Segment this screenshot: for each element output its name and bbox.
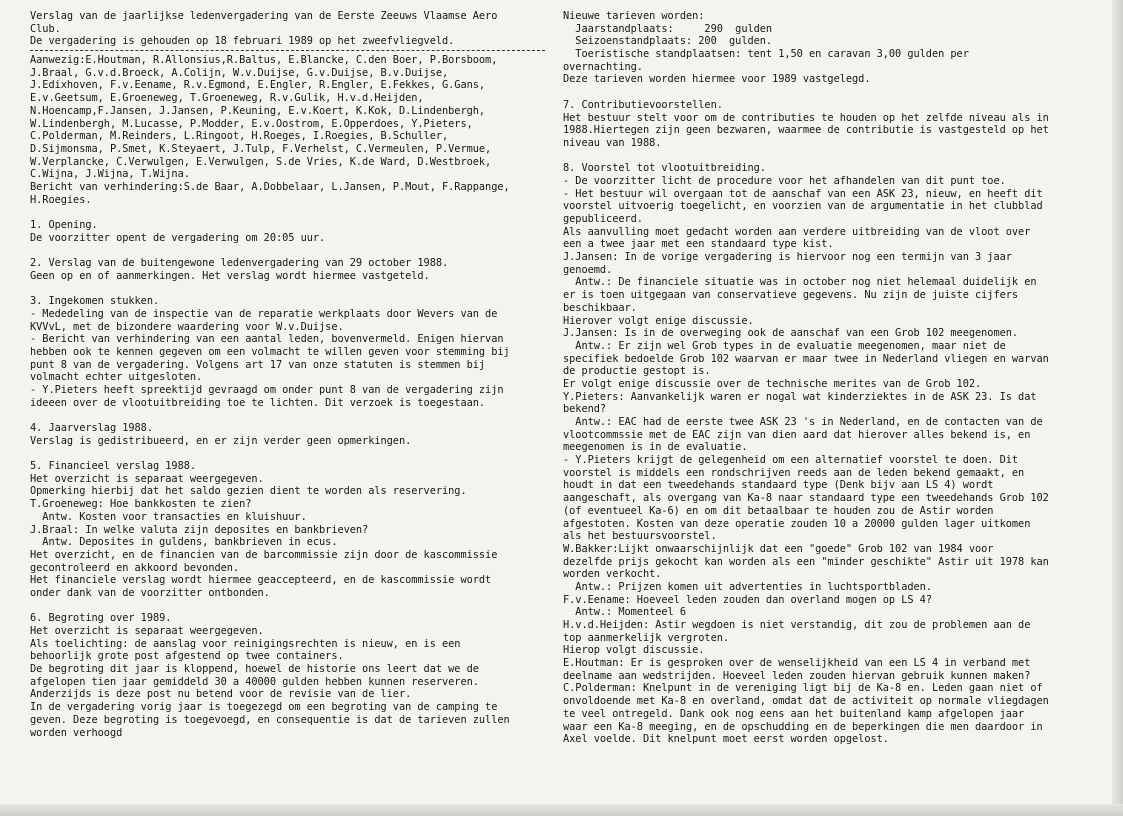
text-line: te veel ontregeld. Dank ook nog eens aan het buitenland kamp afgelopen jaar xyxy=(563,707,1025,720)
text-line: 1988.Hiertegen zijn geen bezwaren, waarmee de contributie is vastgesteld op het xyxy=(563,124,1049,137)
page-edge xyxy=(1112,0,1123,816)
text-line: H.Roegies. xyxy=(30,193,92,206)
text-line: J.Edixhoven, F.v.Eename, R.v.Egmond, E.Engler, R.Engler, E.Fekkes, G.Gans, xyxy=(30,79,486,92)
text-line: 6. Begroting over 1989. xyxy=(30,612,172,625)
text-line: Seizoenstandplaats: 200 gulden. xyxy=(563,35,773,48)
text-line: worden verkocht. xyxy=(563,568,662,581)
text-line: aangeschaft, als overgang van Ka-8 naar standaard type een tweedehands Grob 102 xyxy=(563,492,1049,505)
text-line: J.Jansen: In de vorige vergadering is hiervoor nog een termijn van 3 jaar xyxy=(563,251,1012,264)
text-line: houdt in dat een tweedehands standaard type (Denk bijv aan LS 4) wordt xyxy=(563,479,994,492)
text-line: N.Hoencamp,F.Jansen, J.Jansen, P.Keuning, E.v.Koert, K.Kok, D.Lindenbergh, xyxy=(30,104,486,117)
text-line: J.Jansen: Is in de overweging ook de aanschaf van een Grob 102 meegenomen. xyxy=(563,327,1019,340)
text-line: E.Houtman: Er is gesproken over de wenselijkheid van een LS 4 in verband met xyxy=(563,657,1031,670)
text-line: gecontroleerd en akkoord bevonden. xyxy=(30,561,240,574)
blank-line xyxy=(30,282,555,295)
text-line: vlootcommssie met de EAC zijn van dien aard dat hierover alles bekend is, en xyxy=(563,428,1031,441)
text-line: worden verhoogd xyxy=(30,726,123,739)
text-line: Antw. Kosten voor transacties en kluishuur. xyxy=(30,510,307,523)
text-line: Bericht van verhindering:S.de Baar, A.Dobbelaar, L.Jansen, P.Mout, F.Rappange, xyxy=(30,180,510,193)
text-line: Y.Pieters: Aanvankelijk waren er nogal wat kinderziektes in de ASK 23. Is dat xyxy=(563,390,1037,403)
text-line: Nieuwe tarieven worden: xyxy=(563,10,705,22)
text-line: Verslag van de jaarlijkse ledenvergadering van de Eerste Zeeuws Vlaamse Aero xyxy=(30,10,498,22)
text-line: ideeen over de vlootuitbreiding toe te lichten. Dit verzoek is toegestaan. xyxy=(30,396,486,409)
text-line: J.Braal, G.v.d.Broeck, A.Colijn, W.v.Duijse, G.v.Duijse, B.v.Duijse, xyxy=(30,66,449,79)
text-line: dezelfde prijs gekocht kan worden als een "minder geschikte" Astir uit 1978 kan xyxy=(563,555,1049,568)
text-line: 1. Opening. xyxy=(30,219,98,231)
text-line: 3. Ingekomen stukken. xyxy=(30,295,160,308)
text-line: D.Sijmonsma, P.Smet, K.Steyaert, J.Tulp, F.Verhelst, C.Vermeulen, P.Vermue, xyxy=(30,142,492,155)
text-line: C.Polderman: Knelpunt in de vereniging ligt bij de Ka-8 en. Leden gaan niet of xyxy=(563,682,1043,695)
text-line: onder dank van de voorzitter ontbonden. xyxy=(30,586,270,599)
text-line: W.Lindenbergh, M.Lucasse, P.Modder, E.v.Oostrom, E.Opperdoes, Y.Pieters, xyxy=(30,117,473,130)
text-line: Jaarstandplaats: 290 gulden xyxy=(563,22,773,35)
page-bottom-edge xyxy=(0,804,1123,816)
text-line: Toeristische standplaatsen: tent 1,50 en caravan 3,00 gulden per xyxy=(563,48,969,61)
text-line: De voorzitter opent de vergadering om 20:05 uur. xyxy=(30,231,326,244)
text-line: Hierop volgt discussie. xyxy=(563,644,705,657)
text-line: 8. Voorstel tot vlootuitbreiding. xyxy=(563,162,766,175)
text-line: 4. Jaarverslag 1988. xyxy=(30,422,153,434)
text-line: Het bestuur stelt voor om de contributies te houden op het zelfde niveau als in xyxy=(563,111,1049,124)
text-line: Deze tarieven worden hiermee voor 1989 vastgelegd. xyxy=(563,73,871,86)
text-line: Het overzicht is separaat weergegeven. xyxy=(30,472,264,485)
text-line: Als aanvulling moet gedacht worden aan verdere uitbreiding van de vloot over xyxy=(563,225,1031,238)
text-line: T.Groeneweg: Hoe bankkosten te zien? xyxy=(30,498,252,511)
text-line: W.Verplancke, C.Verwulgen, E.Verwulgen, S.de Vries, K.de Ward, D.Westbroek, xyxy=(30,155,492,168)
text-line: Geen op en of aanmerkingen. Het verslag wordt hiermee vastgeteld. xyxy=(30,269,430,282)
text-line: Anderzijds is deze post nu betend voor de revisie van de lier. xyxy=(30,688,412,701)
text-line: afgelopen tien jaar gemiddeld 30 a 40000 gulden hebben kunnen reserveren. xyxy=(30,675,479,688)
text-line: De vergadering is gehouden op 18 februari 1989 op het zweefvliegveld. xyxy=(30,35,455,48)
text-line: - Bericht van verhindering van een aantal leden, bovenvermeld. Enigen hiervan xyxy=(30,333,504,346)
left-column xyxy=(30,10,555,739)
text-line: In de vergadering vorig jaar is toegezegd om een begroting van de camping te xyxy=(30,701,498,714)
text-line: KVVvL, met de bizondere waardering voor W.v.Duijse. xyxy=(30,320,344,333)
text-line: F.v.Eename: Hoeveel leden zouden dan overland mogen op LS 4? xyxy=(563,593,932,606)
text-line: Axel voelde. Dit knelpunt moet eerst worden opgelost. xyxy=(563,733,889,746)
text-line: Hierover volgt enige discussie. xyxy=(563,314,754,327)
text-line: De begroting dit jaar is kloppend, hoewel de historie ons leert dat we de xyxy=(30,663,479,676)
text-line: een a twee jaar met een standaard type kist. xyxy=(563,238,834,251)
text-line: Antw.: EAC had de eerste twee ASK 23 's in Nederland, en de contacten van de xyxy=(563,416,1043,428)
text-line: 5. Financieel verslag 1988. xyxy=(30,460,197,473)
text-line: beschikbaar. xyxy=(563,301,637,314)
text-line: meegenomen is in de evaluatie. xyxy=(563,441,748,454)
text-line: Het overzicht, en de financien van de barcommissie zijn door de kascommissie xyxy=(30,548,498,561)
text-line: - Het bestuur wil overgaan tot de aanschaf van een ASK 23, nieuw, en heeft dit xyxy=(563,187,1043,200)
text-line: Opmerking hierbij dat het saldo gezien dient te worden als reservering. xyxy=(30,485,467,498)
text-line: (of eventueel Ka-6) en om dit betaalbaar te houden zou de Astir worden xyxy=(563,504,994,517)
text-line: E.v.Geetsum, E.Groeneweg, T.Groeneweg, R.v.Gulik, H.v.d.Heijden, xyxy=(30,92,424,105)
blank-line xyxy=(30,206,555,219)
text-line: top aanmerkelijk vergroten. xyxy=(563,631,730,644)
text-line: - Y.Pieters heeft spreektijd gevraagd om onder punt 8 van de vergadering zijn xyxy=(30,383,504,396)
text-line: overnachting. xyxy=(563,60,643,73)
text-line: H.v.d.Heijden: Astir wegdoen is niet verstandig, dit zou de problemen aan de xyxy=(563,619,1031,631)
text-line: volmacht echter uitgesloten. xyxy=(30,371,203,384)
blank-line xyxy=(30,409,555,422)
text-line: W.Bakker:Lijkt onwaarschijnlijk dat een "goede" Grob 102 van 1984 voor xyxy=(563,542,994,555)
text-line: onvoldoende met Ka-8 en overland, omdat dat de activiteit op normale vliegdagen xyxy=(563,695,1049,708)
text-line: Er volgt enige discussie over de technische merites van de Grob 102. xyxy=(563,377,982,390)
right-column xyxy=(563,10,1090,746)
text-line: specifiek bedoelde Grob 102 waarvan er maar twee in Nederland vliegen en warvan xyxy=(563,352,1049,365)
text-line: waar een Ka-8 meeging, en de opschudding en de beperkingen die men daardoor in xyxy=(563,720,1043,733)
text-line: 2. Verslag van de buitengewone ledenvergadering van 29 october 1988. xyxy=(30,257,449,270)
text-line: Het overzicht is separaat weergegeven. xyxy=(30,625,264,637)
text-line: geven. Deze begroting is toegevoegd, en consequentie is dat de tarieven zullen xyxy=(30,713,510,726)
text-line: Club. xyxy=(30,22,61,35)
text-line: afgestoten. Kosten van deze operatie zouden 10 a 20000 gulden lager uitkomen xyxy=(563,517,1031,530)
text-line: C.Wijna, J.Wijna, T.Wijna. xyxy=(30,168,190,181)
text-line: Antw.: De financiele situatie was in october nog niet helemaal duidelijk en xyxy=(563,276,1037,289)
text-line: Antw.: Prijzen komen uit advertenties in luchtsportbladen. xyxy=(563,580,932,593)
text-line: Als toelichting: de aanslag voor reinigingsrechten is nieuw, en is een xyxy=(30,637,461,650)
text-line: voorstel is middels een rondschrijven reeds aan de leden bekend gemaakt, en xyxy=(563,466,1025,479)
text-line: - Y.Pieters krijgt de gelegenheid om een alternatief voorstel te doen. Dit xyxy=(563,454,1019,467)
text-line: C.Polderman, M.Reinders, L.Ringoot, H.Roeges, I.Roegies, B.Schuller, xyxy=(30,130,449,143)
blank-line xyxy=(563,150,1090,163)
text-line: niveau van 1988. xyxy=(563,136,662,149)
text-line: hebben ook te kennen gegeven om een volmacht te willen geven voor stemming bij xyxy=(30,345,510,358)
text-line: er is toen uitgegaan van conservatieve gegevens. Nu zijn de juiste cijfers xyxy=(563,289,1019,302)
text-line: punt 8 van de vergadering. Volgens art 17 van onze statuten is stemmen bij xyxy=(30,358,486,371)
text-line: genoemd. xyxy=(563,263,613,276)
blank-line xyxy=(30,447,555,460)
text-line: Verslag is gedistribueerd, en er zijn verder geen opmerkingen. xyxy=(30,434,412,447)
blank-line xyxy=(563,86,1090,99)
blank-line xyxy=(30,244,555,257)
header-divider xyxy=(30,50,545,51)
text-line: - De voorzitter licht de procedure voor het afhandelen van dit punt toe. xyxy=(563,174,1006,187)
text-line: als het bestuursvoorstel. xyxy=(563,530,717,543)
blank-line xyxy=(30,600,555,613)
text-line: bekend? xyxy=(563,403,607,416)
text-line: Antw.: Momenteel 6 xyxy=(563,606,686,619)
text-line: 7. Contributievoorstellen. xyxy=(563,98,723,111)
text-line: gepubliceerd. xyxy=(563,213,643,225)
text-line: J.Braal: In welke valuta zijn deposites en bankbrieven? xyxy=(30,523,369,536)
text-line: - Mededeling van de inspectie van de reparatie werkplaats door Wevers van de xyxy=(30,307,498,320)
text-line: deelname aan wedstrijden. Hoeveel leden zouden hiervan gebruik kunnen maken? xyxy=(563,669,1031,682)
text-line: behoorlijk grote post afgestend op twee containers. xyxy=(30,650,344,663)
text-line: Antw.: Er zijn wel Grob types in de evaluatie meegenomen, maar niet de xyxy=(563,339,1006,352)
text-line: Aanwezig:E.Houtman, R.Allonsius,R.Baltus, E.Blancke, C.den Boer, P.Borsboom, xyxy=(30,54,498,67)
text-line: voorstel uitvoerig toegelicht, en voorzien van de argumentatie in het clubblad xyxy=(563,200,1043,213)
text-line: Het financiele verslag wordt hiermee geaccepteerd, en de kascommissie wordt xyxy=(30,574,492,587)
text-line: de productie gestopt is. xyxy=(563,365,711,378)
text-line: Antw. Deposites in guldens, bankbrieven in ecus. xyxy=(30,536,338,549)
